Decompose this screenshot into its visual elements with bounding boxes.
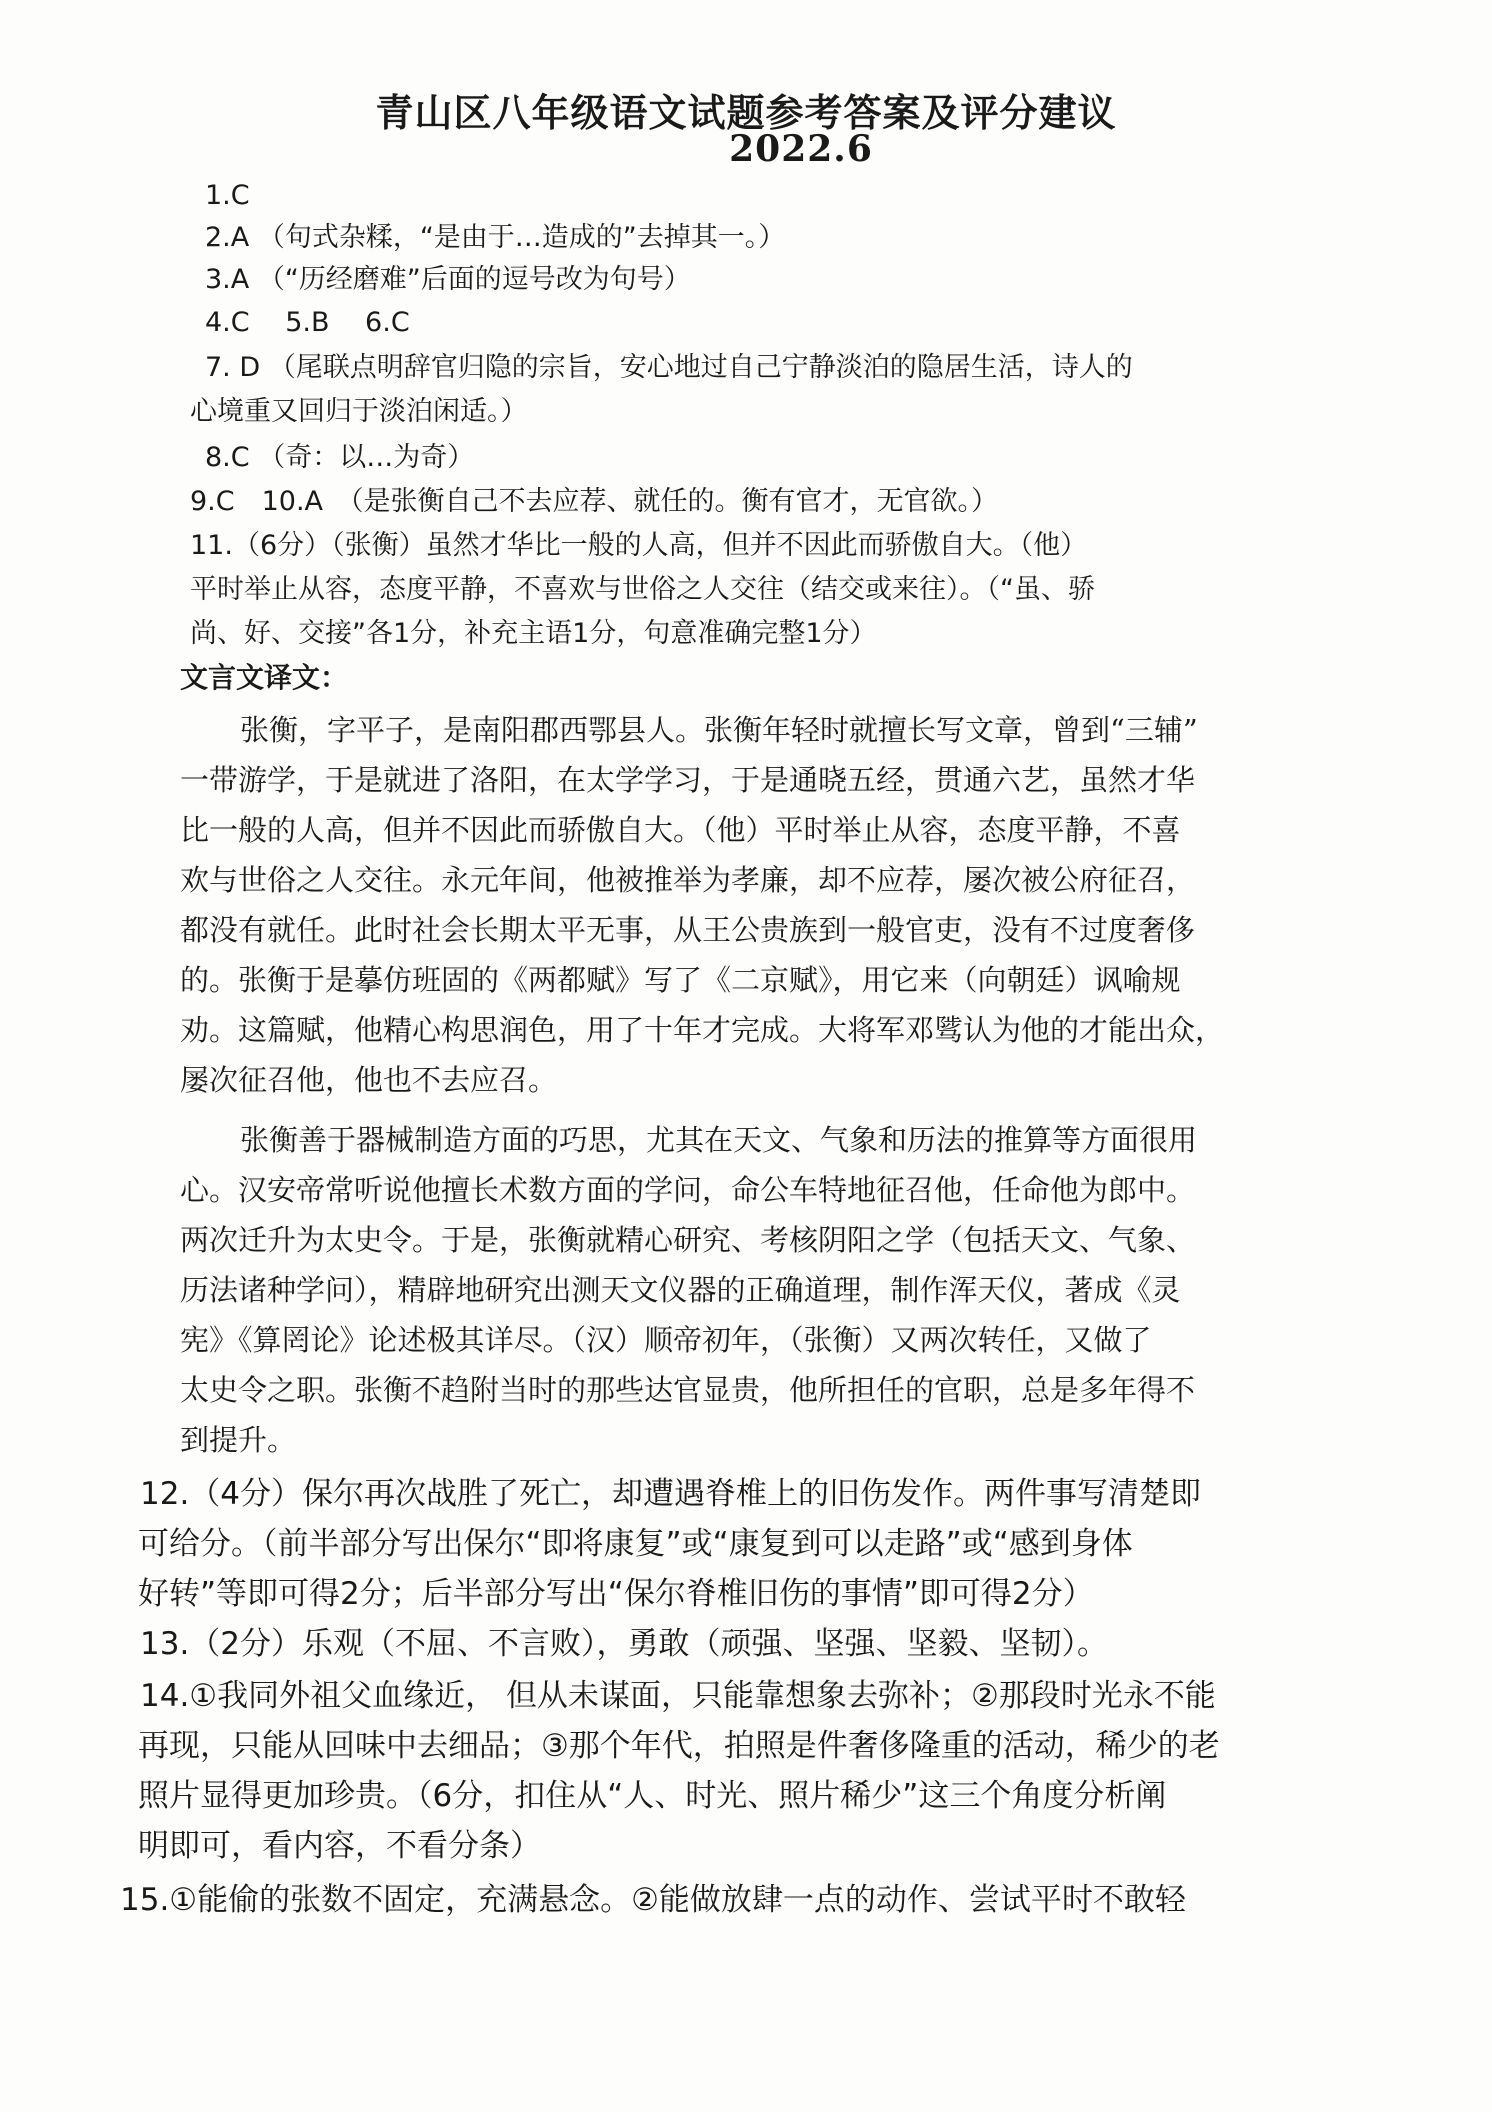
translation-line: 一带游学，于是就进了洛阳，在太学学习，于是通晓五经，贯通六艺，虽然才华 [180,763,1196,797]
answer-14-line-1: 14.①我同外祖父血缘近， 但从未谋面，只能靠想象去弥补；②那段时光永不能 [140,1678,1216,1714]
translation-line: 心。汉安帝常听说他擅长术数方面的学问，命公车特地征召他，任命他为郎中。 [180,1173,1196,1207]
document-title: 青山区八年级语文试题参考答案及评分建议 [375,90,1117,135]
translation-line: 比一般的人高，但并不因此而骄傲自大。（他）平时举止从容，态度平静，不喜 [180,813,1181,847]
answer-3: 3.A （“历经磨难”后面的逗号改为句号） [205,264,691,295]
answer-14-line-3: 照片显得更加珍贵。（6分，扣住从“人、时光、照片稀少”这三个角度分析阐 [138,1778,1167,1814]
translation-line: 劝。这篇赋，他精心构思润色，用了十年才完成。大将军邓骘认为他的才能出众， [180,1013,1225,1047]
answer-11-line-3: 尚、好、交接”各1分，补充主语1分，句意准确完整1分） [190,618,877,649]
translation-line: 张衡，字平子，是南阳郡西鄂县人。张衡年轻时就擅长写文章，曾到“三辅” [240,713,1198,747]
translation-line: 宪》《算罔论》论述极其详尽。（汉）顺帝初年，（张衡）又两次转任，又做了 [180,1323,1152,1357]
answer-2: 2.A （句式杂糅，“是由于…造成的”去掉其一。） [205,222,786,253]
answer-4-6: 4.C 5.B 6.C [205,307,410,338]
answer-9-10: 9.C 10.A （是张衡自己不去应荐、就任的。衡有官才，无官欲。） [190,486,999,517]
answer-12-line-1: 12.（4分）保尔再次战胜了死亡，却遭遇脊椎上的旧伤发作。两件事写清楚即 [140,1476,1202,1512]
translation-line: 都没有就任。此时社会长期太平无事，从王公贵族到一般官吏，没有不过度奢侈 [180,913,1196,947]
translation-heading: 文言文译文： [180,661,349,694]
answer-7-line-2: 心境重又回归于淡泊闲适。） [190,396,528,427]
answer-12-line-2: 可给分。（前半部分写出保尔“即将康复”或“康复到可以走路”或“感到身体 [138,1526,1133,1562]
translation-line: 太史令之职。张衡不趋附当时的那些达官显贵，他所担任的官职，总是多年得不 [180,1373,1196,1407]
translation-line: 两次迁升为太史令。于是，张衡就精心研究、考核阴阳之学（包括天文、气象、 [180,1223,1196,1257]
answer-8: 8.C （奇：以…为奇） [205,442,475,473]
translation-line: 屡次征召他，他也不去应召。 [180,1063,558,1097]
translation-line: 张衡善于器械制造方面的巧思，尤其在天文、气象和历法的推算等方面很用 [240,1123,1198,1157]
answer-13: 13.（2分）乐观（不屈、不言败），勇敢（顽强、坚强、坚毅、坚韧）。 [140,1626,1109,1662]
answer-15-line-1: 15.①能偷的张数不固定，充满悬念。②能做放肆一点的动作、尝试平时不敢轻 [120,1882,1186,1918]
answer-11-line-2: 平时举止从容，态度平静，不喜欢与世俗之人交往（结交或来往）。（“虽、骄 [190,574,1095,605]
answer-14-line-2: 再现，只能从回味中去细品；③那个年代，拍照是件奢侈隆重的活动，稀少的老 [138,1728,1220,1764]
document-date: 2022.6 [729,128,873,170]
answer-11-line-1: 11.（6分）（张衡）虽然才华比一般的人高，但并不因此而骄傲自大。（他） [190,530,1088,561]
translation-line: 的。张衡于是摹仿班固的《两都赋》写了《二京赋》，用它来（向朝廷）讽喻规 [180,963,1181,997]
answer-1: 1.C [205,180,250,211]
translation-line: 欢与世俗之人交往。永元年间，他被推举为孝廉，却不应荐，屡次被公府征召， [180,863,1196,897]
translation-line: 历法诸种学问），精辟地研究出测天文仪器的正确道理，制作浑天仪，著成《灵 [180,1273,1181,1307]
answer-12-line-3: 好转”等即可得2分；后半部分写出“保尔脊椎旧伤的事情”即可得2分） [138,1576,1094,1612]
answer-7-line-1: 7. D （尾联点明辞官归隐的宗旨，安心地过自己宁静淡泊的隐居生活，诗人的 [205,352,1133,383]
translation-line: 到提升。 [180,1423,297,1457]
answer-14-line-4: 明即可，看内容，不看分条） [138,1828,541,1864]
